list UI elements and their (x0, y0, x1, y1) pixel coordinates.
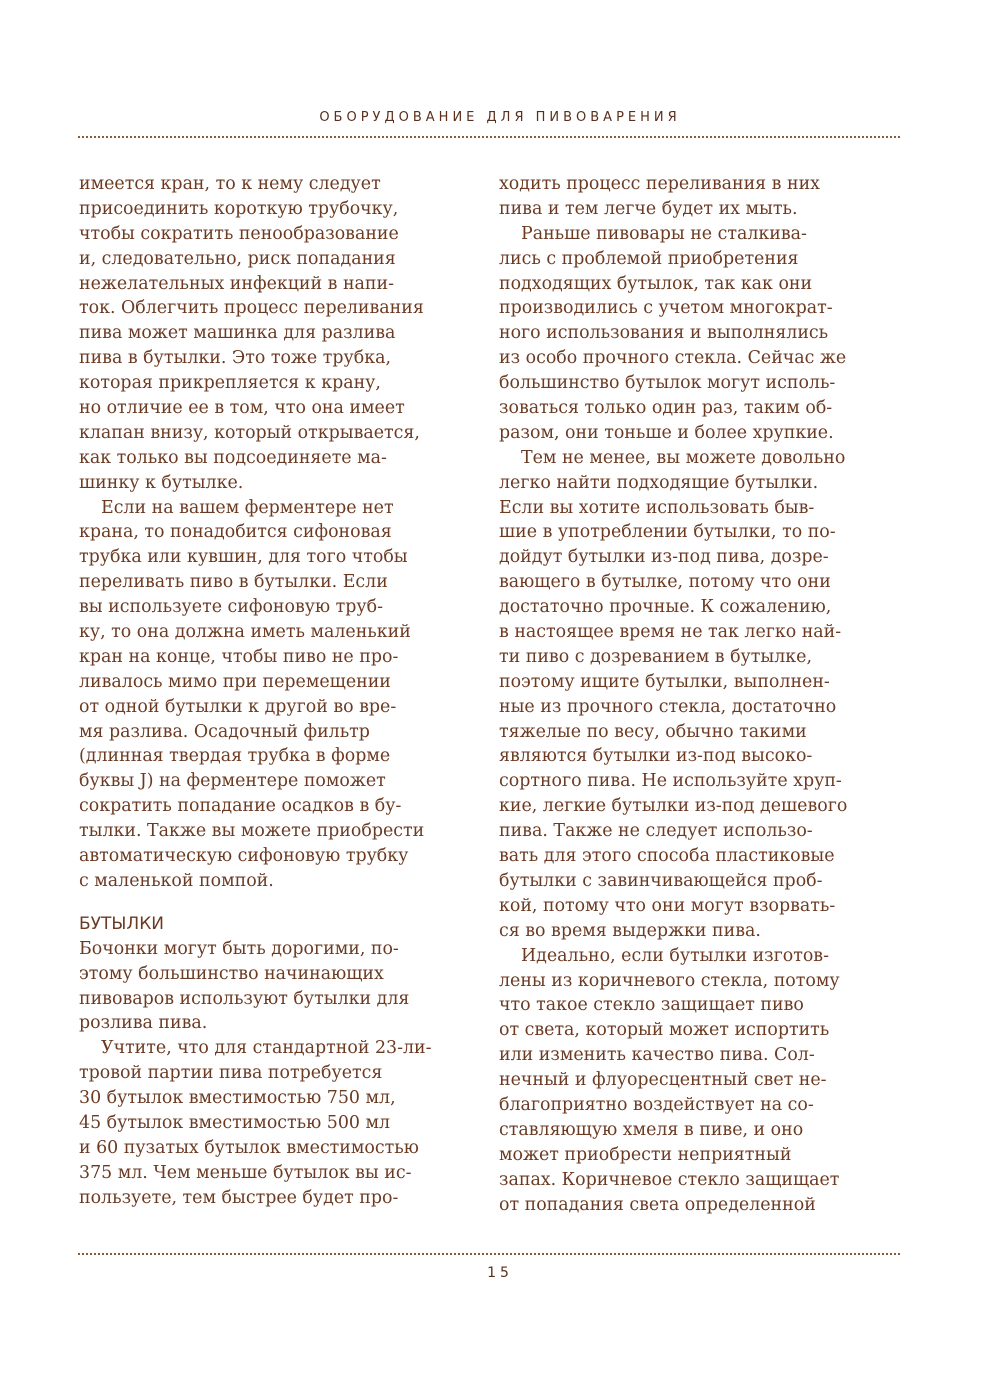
text-line: тылки. Также вы можете приобрести (79, 821, 425, 842)
text-line: мя разлива. Осадочный фильтр (79, 721, 370, 742)
text-line: разом, они тоньше и более хрупкие. (499, 422, 834, 443)
text-line: производились с учетом многократ- (499, 298, 833, 319)
text-line: сократить попадание осадков в бу- (79, 796, 402, 817)
text-line: от попадания света определенной (499, 1194, 816, 1215)
text-line: вающего в бутылке, потому что они (499, 572, 831, 593)
text-line: от света, который может испортить (499, 1020, 830, 1041)
text-line: но отличие ее в том, что она имеет (79, 398, 405, 419)
text-line: сортного пива. Не используйте хруп- (499, 771, 842, 792)
paragraph (499, 172, 899, 222)
text-line: присоединить короткую трубочку, (79, 198, 399, 219)
text-line: пива. Также не следует использо- (499, 821, 813, 842)
text-line: Учтите, что для стандартной 23-ли- (101, 1038, 432, 1059)
text-line: тровой партии пива потребуется (79, 1063, 383, 1084)
text-line: которая прикрепляется к крану, (79, 373, 381, 394)
right-column (499, 172, 899, 1217)
text-line: Бочонки могут быть дорогими, по- (79, 938, 399, 959)
page-number: 15 (487, 1265, 513, 1281)
text-line: 45 бутылок вместимостью 500 мл (79, 1112, 391, 1133)
text-line: кой, потому что они могут взорвать- (499, 895, 836, 916)
text-line: и, следовательно, риск попадания (79, 248, 396, 269)
text-line: нечный и флуоресцентный свет не- (499, 1070, 827, 1091)
text-line: подходящих бутылок, так как они (499, 273, 813, 294)
paragraph (499, 446, 899, 944)
text-line: тяжелые по весу, обычно такими (499, 721, 807, 742)
top-dotted-rule (78, 136, 900, 138)
text-line: крана, то понадобится сифоновая (79, 522, 392, 543)
text-line: запах. Коричневое стекло защищает (499, 1169, 840, 1190)
paragraph (79, 1036, 479, 1210)
text-line: ток. Облегчить процесс переливания (79, 298, 424, 319)
section-heading: БУТЫЛКИ (79, 913, 164, 934)
paragraph (499, 944, 899, 1218)
text-line: 375 мл. Чем меньше бутылок вы ис- (79, 1162, 412, 1183)
text-line: как только вы подсоединяете ма- (79, 447, 387, 468)
text-line: (длинная твердая трубка в форме (79, 746, 391, 767)
text-line: или изменить качество пива. Сол- (499, 1045, 815, 1066)
text-line: пивоваров используют бутылки для (79, 988, 410, 1009)
text-line: Если на вашем ферментере нет (101, 497, 394, 518)
text-line: лись с проблемой приобретения (499, 248, 799, 269)
text-line: ного использования и выполнялись (499, 323, 829, 344)
text-line: может приобрести неприятный (499, 1144, 792, 1165)
text-line: являются бутылки из-под высоко- (499, 746, 813, 767)
paragraph (499, 222, 899, 446)
text-line: переливать пиво в бутылки. Если (79, 572, 388, 593)
text-line: Идеально, если бутылки изготов- (521, 945, 829, 966)
text-line: шинку к бутылке. (79, 472, 244, 493)
text-line: из особо прочного стекла. Сейчас же (499, 348, 847, 369)
text-line: шие в употреблении бутылки, то по- (499, 522, 836, 543)
paragraph (79, 172, 479, 496)
text-line: Раньше пивовары не сталкива- (521, 223, 807, 244)
text-line: поэтому ищите бутылки, выполнен- (499, 671, 830, 692)
text-line: пива и тем легче будет их мыть. (499, 198, 798, 219)
running-head: ОБОРУДОВАНИЕ ДЛЯ ПИВОВАРЕНИЯ (319, 110, 681, 125)
text-line: в настоящее время не так легко най- (499, 622, 842, 643)
text-line: клапан внизу, который открывается, (79, 422, 420, 443)
text-line: автоматическую сифоновую трубку (79, 846, 409, 867)
text-line: вы используете сифоновую труб- (79, 597, 384, 618)
text-line: большинство бутылок могут исполь- (499, 373, 836, 394)
text-line: Если вы хотите использовать быв- (499, 497, 815, 518)
text-line: дойдут бутылки из-под пива, дозре- (499, 547, 829, 568)
text-line: пива может машинка для разлива (79, 323, 396, 344)
text-line: от одной бутылки к другой во вре- (79, 696, 397, 717)
text-line: этому большинство начинающих (79, 963, 384, 984)
text-line: зоваться только один раз, таким об- (499, 398, 833, 419)
text-line: ку, то она должна иметь маленький (79, 622, 411, 643)
text-line: ливалось мимо при перемещении (79, 671, 391, 692)
text-line: пива в бутылки. Это тоже трубка, (79, 348, 391, 369)
text-line: буквы J) на ферментере поможет (79, 771, 386, 792)
paragraph (79, 496, 479, 894)
text-line: чтобы сократить пенообразование (79, 223, 399, 244)
text-line: нежелательных инфекций в напи- (79, 273, 394, 294)
text-line: Тем не менее, вы можете довольно (521, 447, 846, 468)
text-line: 30 бутылок вместимостью 750 мл, (79, 1088, 396, 1109)
text-line: ходить процесс переливания в них (499, 174, 820, 194)
text-line: достаточно прочные. К сожалению, (499, 597, 832, 618)
text-line: лены из коричневого стекла, потому (499, 970, 840, 991)
text-line: розлива пива. (79, 1013, 208, 1034)
text-line: легко найти подходящие бутылки. (499, 472, 819, 493)
text-line: вать для этого способа пластиковые (499, 846, 835, 867)
text-line: ные из прочного стекла, достаточно (499, 696, 837, 717)
text-line: кие, легкие бутылки из-под дешевого (499, 796, 848, 817)
paragraph (79, 937, 479, 1037)
text-line: и 60 пузатых бутылок вместимостью (79, 1137, 419, 1158)
text-line: что такое стекло защищает пиво (499, 995, 804, 1016)
left-column (79, 172, 479, 1211)
text-line: с маленькой помпой. (79, 870, 274, 891)
text-line: имеется кран, то к нему следует (79, 174, 381, 194)
text-line: трубка или кувшин, для того чтобы (79, 547, 408, 568)
text-line: ставляющую хмеля в пиве, и оно (499, 1119, 804, 1140)
text-line: кран на конце, чтобы пиво не про- (79, 646, 399, 667)
text-line: пользуете, тем быстрее будет про- (79, 1187, 399, 1208)
text-line: ти пиво с дозреванием в бутылке, (499, 646, 812, 667)
text-line: бутылки с завинчивающейся проб- (499, 870, 823, 891)
text-line: ся во время выдержки пива. (499, 920, 761, 941)
text-line: благоприятно воздействует на со- (499, 1094, 814, 1115)
bottom-dotted-rule (78, 1253, 900, 1255)
